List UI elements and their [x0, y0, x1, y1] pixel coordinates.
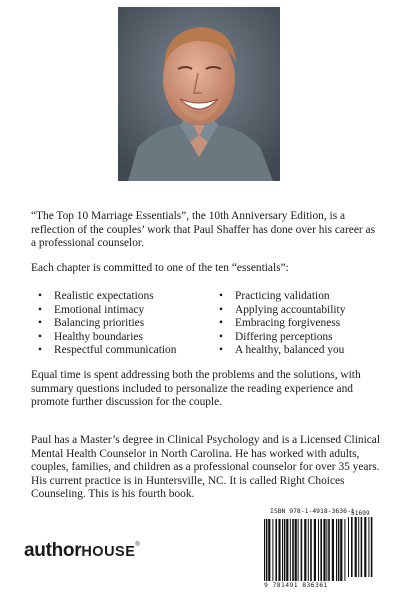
list-item: • Respectful communication: [34, 344, 176, 358]
barcode-bar: [318, 519, 319, 581]
barcode-addon-digits: 51699: [351, 510, 370, 517]
list-item: • Balancing priorities: [34, 317, 176, 331]
barcode-bar: [361, 517, 363, 577]
summary-paragraph: Equal time is spent addressing both the problems and the solutions, with summary questions included to personalize the reading experience and promote further discussion for the couple.: [31, 369, 361, 409]
bio-paragraph: Paul has a Master’s degree in Clinical Psychology and is a Licensed Clinical Mental Health Counselor in North Carolina. He has worked with adults, couples, families, and children as a professional counselor for over 35 years. His current practice is in Huntersville, NC. It is called Right Choices Counseling. This is his fourth book.: [31, 434, 381, 501]
barcode-bar: [275, 519, 277, 581]
barcode-bar: [264, 519, 265, 581]
list-item: • Emotional intimacy: [34, 304, 176, 318]
barcode-bar: [308, 519, 309, 581]
barcode-bar: [295, 519, 297, 581]
barcode-bar: [338, 519, 340, 581]
barcode-bar: [298, 519, 299, 581]
barcode-bar: [344, 519, 345, 581]
barcode-bar: [282, 519, 283, 581]
list-item: • Embracing forgiveness: [215, 317, 345, 331]
essentials-list-right: [215, 290, 345, 358]
barcode-bar: [292, 519, 294, 581]
barcode-addon-bars: [348, 517, 374, 577]
isbn-barcode: [258, 507, 376, 593]
barcode-bar: [326, 519, 327, 581]
barcode-bar: [336, 519, 337, 581]
list-item: • Applying accountability: [215, 304, 345, 318]
barcode-bar: [340, 519, 342, 581]
barcode-bar: [364, 517, 366, 577]
barcode-bar: [332, 519, 334, 581]
barcode-bar: [355, 517, 357, 577]
list-item: • Healthy boundaries: [34, 331, 176, 345]
barcode-bar: [328, 519, 330, 581]
publisher-logo: [24, 540, 140, 562]
list-item: • Differing perceptions: [215, 331, 345, 345]
barcode-digits: 9 781491 836361: [264, 581, 328, 589]
barcode-bars: [264, 519, 346, 581]
barcode-bar: [368, 517, 369, 577]
barcode-bar: [272, 519, 273, 581]
list-item: • Realistic expectations: [34, 290, 176, 304]
barcode-bar: [358, 517, 359, 577]
barcode-bar: [290, 519, 291, 581]
chapter-intro-paragraph: Each chapter is committed to one of the ten “essentials”:: [31, 262, 289, 274]
barcode-bar: [314, 519, 316, 581]
essentials-list-left: [34, 290, 176, 358]
list-item: • Practicing validation: [215, 290, 345, 304]
barcode-bar: [268, 519, 270, 581]
barcode-bar: [371, 517, 373, 577]
publisher-logo-registered: ®: [135, 542, 140, 548]
list-item: • A healthy, balanced you: [215, 344, 345, 358]
barcode-bar: [301, 519, 303, 581]
publisher-logo-author: author: [24, 540, 82, 561]
barcode-bar: [320, 519, 322, 581]
author-photo: [118, 7, 280, 181]
barcode-bar: [284, 519, 286, 581]
barcode-bar: [304, 519, 306, 581]
barcode-bar: [348, 517, 349, 577]
barcode-bar: [278, 519, 280, 581]
author-portrait-icon: [118, 7, 280, 181]
barcode-bar: [351, 517, 353, 577]
barcode-bar: [266, 519, 268, 581]
barcode-bar: [323, 519, 325, 581]
barcode-bar: [310, 519, 312, 581]
publisher-logo-house: HOUSE: [81, 544, 136, 560]
barcode-bar: [286, 519, 288, 581]
intro-paragraph: “The Top 10 Marriage Essentials”, the 10th Anniversary Edition, is a reflection of the couples’ work that Paul Shaffer has done over his career as a professional counselor.: [31, 210, 376, 250]
isbn-text: ISBN 978-1-4918-3636-1: [270, 507, 355, 515]
